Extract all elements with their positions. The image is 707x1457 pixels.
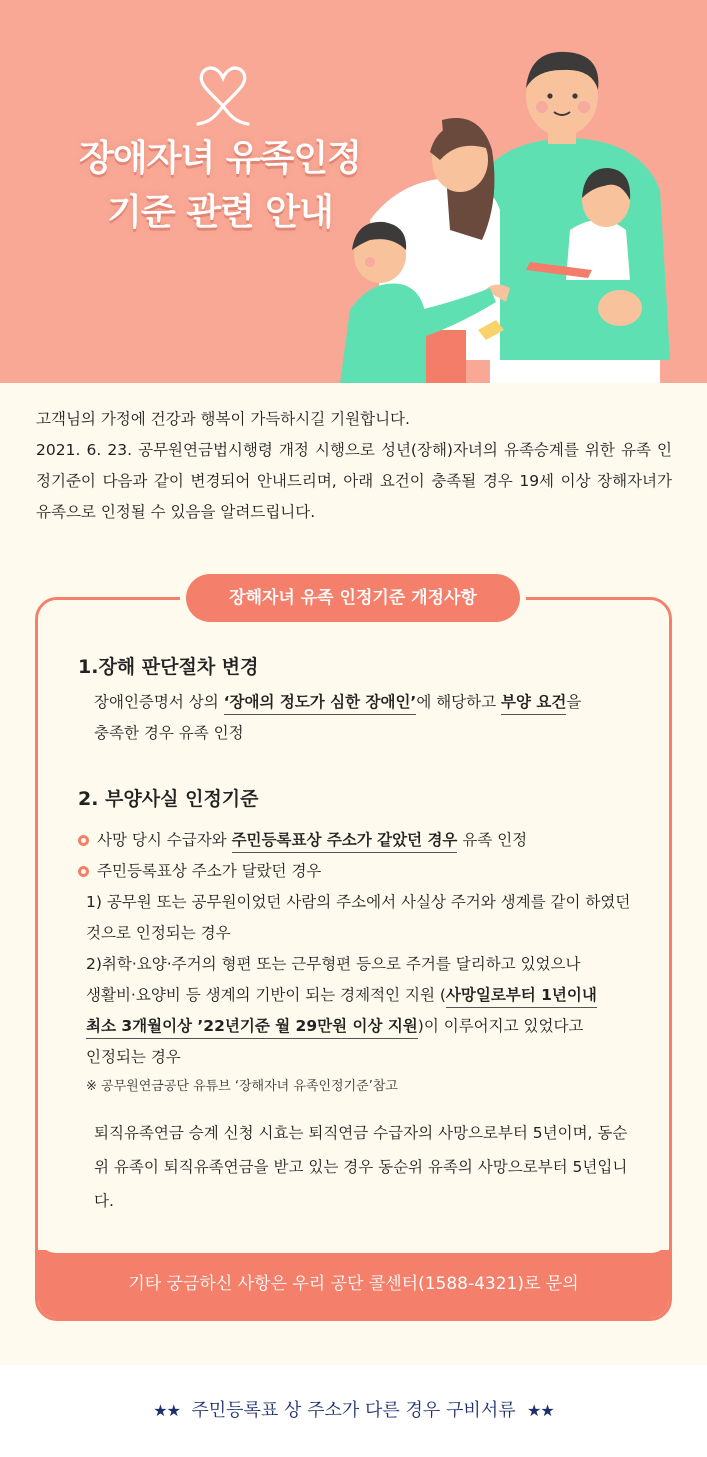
heart-icon — [190, 62, 256, 132]
text-segment-emph: 주민등록표상 주소가 같았던 경우 — [232, 831, 458, 853]
section-1-text — [78, 687, 658, 749]
text-segment: 사망 당시 수급자와 — [97, 831, 232, 849]
section-1 — [78, 652, 658, 749]
documents-heading — [0, 1365, 707, 1457]
card-body — [38, 600, 669, 1253]
text-segment: 생활비·요양비 등 생계의 기반이 되는 경제적인 지원 ( — [86, 986, 446, 1004]
text-segment: )이 이루어지고 있었다고 — [417, 1017, 584, 1035]
bullet-icon — [78, 866, 89, 877]
bullet-icon — [78, 835, 89, 846]
hero-banner — [0, 0, 707, 383]
intro-body: 2021. 6. 23. 공무원연금법시행령 개정 시행으로 성년(장해)자녀의 유족승계를 위한 유족 인정기준이 다음과 같이 변경되어 안내드리며, 아래 요건이 충족될 경우 19세 이상 장해자녀가 유족으로 인정될 수 있음을 알려드립니다. — [36, 441, 672, 521]
sub-item-1: 1) 공무원 또는 공무원이었던 사람의 주소에서 사실상 주거와 생계를 같이 하였던 것으로 인정되는 경우 — [86, 893, 631, 942]
text-segment: 장애인증명서 상의 — [94, 693, 224, 711]
title-line-2: 기준 관련 안내 — [107, 192, 333, 233]
sub-item-2 — [78, 949, 638, 1073]
text-segment: 인정되는 경우 — [86, 1048, 181, 1066]
section-2 — [78, 784, 658, 1218]
text-segment: 충족한 경우 유족 인정 — [94, 724, 244, 742]
bullet-item — [78, 825, 658, 856]
star-icon: ★★ — [153, 1401, 180, 1420]
bullet-item — [78, 856, 658, 887]
section-2-title: 2. 부양사실 인정기준 — [78, 788, 259, 810]
section-1-title: 1.장해 판단절차 변경 — [78, 656, 259, 678]
reference-note: ※ 공무원연금공단 유튜브 ‘장해자녀 유족인정기준’참고 — [86, 1079, 398, 1094]
title-line-1: 장애자녀 유족인정 — [79, 138, 361, 179]
text-segment-emph: 최소 3개월이상 ’22년기준 월 29만원 이상 지원 — [86, 1017, 418, 1039]
text-segment: 에 해당하고 — [416, 693, 502, 711]
text-segment-emph: 부양 요건 — [501, 693, 566, 715]
text-segment: 유족 인정 — [457, 831, 528, 849]
closing-text: 퇴직유족연금 승계 신청 시효는 퇴직연금 수급자의 사망으로부터 5년이며, 동순위 유족이 퇴직유족연금을 받고 있는 경우 동순위 유족의 사망으로부터 5년입니다. — [94, 1124, 628, 1210]
section-badge: 장해자녀 유족 인정기준 개정사항 — [186, 574, 520, 622]
text-segment: 주민등록표상 주소가 달랐던 경우 — [97, 862, 322, 880]
intro-text — [36, 404, 672, 528]
card-footer-contact: 기타 궁금하신 사항은 우리 공단 콜센터(1588-4321)로 문의 — [38, 1250, 669, 1318]
text-segment-emph: ‘장애의 정도가 심한 장애인’ — [224, 693, 417, 715]
text-segment-emph: 사망일로부터 1년이내 — [446, 986, 597, 1008]
intro-greeting: 고객님의 가정에 건강과 행복이 가득하시길 기원합니다. — [36, 410, 410, 428]
star-icon: ★★ — [527, 1401, 554, 1420]
family-illustration — [330, 40, 707, 383]
documents-heading-text: 주민등록표 상 주소가 다른 경우 구비서류 — [191, 1400, 516, 1421]
info-card — [35, 597, 672, 1321]
text-segment: 을 — [566, 693, 582, 711]
text-segment: 2)취학·요양·주거의 형편 또는 근무형편 등으로 주거를 달리하고 있었으나 — [86, 955, 581, 973]
